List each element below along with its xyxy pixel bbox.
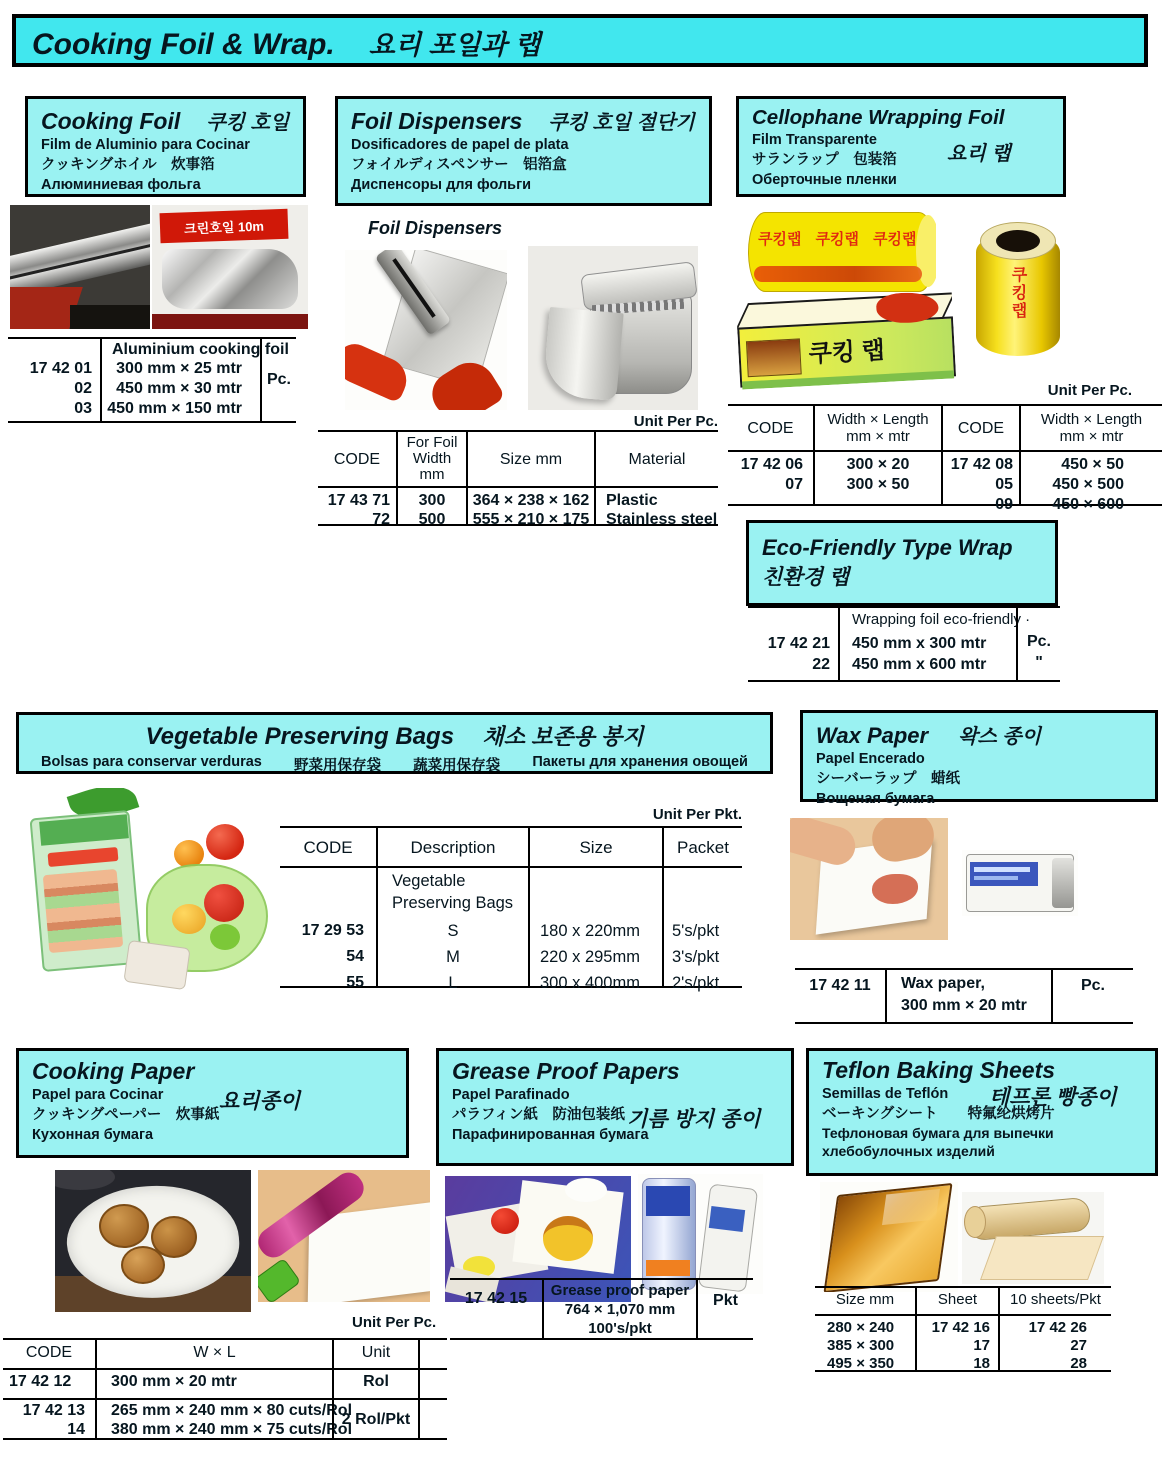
section-foil-dispensers-header — [335, 96, 712, 206]
col-header-wl-1: Width × Length — [1040, 411, 1143, 428]
code: 27 — [1070, 1337, 1087, 1354]
code: 17 42 08 — [950, 456, 1013, 473]
grease-code-column — [450, 1280, 542, 1338]
grease-unit-column — [696, 1280, 753, 1338]
cellophane-photo-roll-vertical — [972, 220, 1064, 358]
cooking-foil-title: Cooking Foil — [41, 108, 181, 134]
cell-size-right-column — [1019, 406, 1162, 513]
cp-unit-column — [332, 1340, 418, 1438]
wax-title-korean: 왁스 종이 — [958, 726, 1041, 748]
col-header-packet: Packet — [677, 837, 729, 857]
wax-paper-photo-hands — [790, 818, 948, 940]
wl-value: 300 mm × 20 mtr — [111, 1373, 237, 1390]
teflon-title-korean: 테프론 빵종이 — [989, 1086, 1117, 1109]
grease-title-korean: 기름 방지 종이 — [627, 1108, 761, 1131]
teflon-photo-sheet — [820, 1182, 958, 1292]
fd-width-column — [396, 432, 466, 528]
col-header-pkt: 10 sheets/Pkt — [1010, 1291, 1101, 1308]
teflon-subtitle-ja: ベーキングシート — [822, 1106, 938, 1122]
cooking-foil-photo-roll — [10, 205, 150, 329]
cp-code-column — [3, 1340, 95, 1438]
cp-wl-column — [95, 1340, 353, 1438]
roll-brand-text: 쿠킹랩 — [815, 231, 859, 248]
section-grease-proof-header — [436, 1048, 794, 1166]
code: 09 — [995, 496, 1013, 513]
packet-value: 5's/pkt — [672, 922, 720, 940]
col-header-code: CODE — [303, 837, 353, 857]
eco-desc-column — [838, 608, 1031, 680]
veg-code-column — [280, 828, 376, 991]
cellophane-table — [728, 404, 1162, 513]
width-value: 300 — [418, 492, 446, 509]
col-header-width-1: For Foil — [406, 434, 458, 451]
teflon-title: Teflon Baking Sheets — [822, 1057, 1056, 1083]
code: 22 — [812, 656, 830, 673]
col-header-material: Material — [628, 450, 686, 468]
veg-title: Vegetable Preserving Bags — [145, 723, 455, 750]
eco-title: Eco-Friendly Type Wrap — [762, 535, 1013, 560]
roll-brand-text: 쿠킹랩 — [758, 231, 802, 248]
col-header-wl-1: Width × Length — [827, 411, 929, 428]
desc-line-3: 100's/pkt — [588, 1320, 652, 1337]
veg-bags-photo — [30, 788, 270, 994]
code: 55 — [346, 974, 364, 991]
code: 17 42 21 — [767, 635, 830, 652]
col-header-code: CODE — [747, 419, 794, 437]
size-value: 180 x 220mm — [540, 922, 640, 940]
cooking-paper-table — [3, 1338, 447, 1440]
fd-material-column — [594, 432, 718, 528]
wax-paper-photo-box — [962, 850, 1078, 916]
unit: Pkt — [713, 1292, 738, 1309]
teflon-table — [815, 1286, 1111, 1372]
cellophane-title-korean: 요리 랩 — [947, 143, 1011, 165]
wax-title: Wax Paper — [816, 723, 929, 748]
col-header-wl: W × L — [193, 1344, 236, 1361]
cell-size-left-column — [813, 406, 941, 504]
cooking-foil-photo-box — [152, 205, 308, 329]
teflon-subtitle-ru-1: Тефлоновая бумага для выпечки — [822, 1125, 1054, 1141]
desc-line-2: 300 mm × 20 mtr — [901, 997, 1027, 1014]
teflon-subtitle-es: Semillas de Teflón — [822, 1086, 949, 1102]
code: 17 42 11 — [809, 977, 871, 994]
eco-title-korean: 친환경 랩 — [762, 566, 849, 589]
size: 450 mm x 600 mtr — [852, 656, 987, 673]
col-header-code: CODE — [957, 419, 1005, 437]
veg-unit-note: Unit Per Pkt. — [652, 806, 742, 823]
teflon-pkt-column — [998, 1288, 1111, 1370]
size-value: 280 × 240 — [827, 1319, 895, 1336]
cooking-paper-subtitle-ru: Кухонная бумага — [32, 1127, 154, 1143]
fd-size-column — [466, 432, 594, 528]
section-veg-bags-header — [16, 712, 773, 774]
unit: 2 Rol/Pkt — [341, 1411, 411, 1428]
section-eco-wrap-header — [746, 520, 1058, 606]
unit: Rol — [363, 1373, 389, 1390]
col-header-size: Size mm — [499, 450, 563, 468]
col-header-code: CODE — [25, 1344, 73, 1361]
size: 450 mm × 150 mtr — [107, 400, 242, 417]
size-value: 364 × 238 × 162 — [472, 492, 590, 509]
cooking-foil-title-korean: 쿠킹 호일 — [206, 112, 290, 134]
foil-dispenser-photo-machine — [528, 246, 698, 410]
foil-dispenser-photo-handheld — [345, 250, 507, 410]
veg-bags-table — [280, 826, 742, 992]
grease-desc-column — [542, 1280, 696, 1338]
col-header-size: Size — [579, 837, 613, 857]
code: 03 — [74, 400, 92, 417]
cooking-paper-photo-plate — [55, 1170, 251, 1312]
packet-value: 3's/pkt — [672, 948, 720, 966]
size-letter: L — [448, 974, 458, 992]
desc-heading: Wrapping foil eco-friendly · — [852, 611, 1031, 628]
section-cooking-foil-header — [25, 96, 306, 197]
unit: Pc. — [266, 371, 291, 388]
foil-dispensers-title-korean: 쿠킹 호일 절단기 — [548, 112, 695, 134]
width-value: 500 — [418, 511, 446, 528]
roll-brand-text: 쿠킹랩 — [872, 231, 917, 248]
code: 17 42 16 — [931, 1319, 990, 1336]
size-value: 300 × 20 — [846, 456, 910, 473]
code: 54 — [346, 948, 364, 965]
desc-line-1: Grease proof paper — [550, 1282, 690, 1299]
cell-code-right-column — [941, 406, 1019, 513]
veg-subtitle-zh: 蔬菜用保存袋 — [413, 758, 501, 774]
roll-vertical-brand-text: 쿠킹랩 — [1009, 266, 1026, 320]
cooking-foil-box-label: 크린호일 10m — [160, 209, 289, 243]
code: 17 42 01 — [29, 360, 92, 377]
col-header-wl-2: mm × mtr — [1059, 428, 1124, 445]
teflon-subtitle-ru-2: хлебобулочных изделий — [822, 1143, 995, 1159]
size: 450 mm x 300 mtr — [852, 635, 987, 652]
page-banner — [12, 14, 1148, 67]
col-header-size: Size mm — [835, 1291, 895, 1308]
cellophane-photo-box — [736, 290, 956, 389]
unit-ditto: " — [1035, 654, 1043, 671]
wl-value: 380 mm × 240 mm × 75 cuts/Rol — [111, 1421, 353, 1438]
cooking-paper-unit-note: Unit Per Pc. — [352, 1314, 437, 1331]
size: 450 mm × 30 mtr — [116, 380, 242, 397]
veg-packet-column — [662, 828, 742, 992]
size-value: 300 × 50 — [846, 476, 910, 493]
section-teflon-header — [806, 1048, 1158, 1176]
size-value: 450 × 50 — [1061, 456, 1124, 473]
fd-code-column — [318, 432, 396, 528]
wax-subtitle-ru: Вощеная бумага — [816, 791, 935, 807]
teflon-subtitle-zh: 特氟纶烘烤片 — [967, 1106, 1055, 1122]
cp-clipped-column — [418, 1340, 447, 1438]
cooking-paper-title: Cooking Paper — [32, 1058, 195, 1084]
cellophane-subtitle-ja: サランラップ 包装箔 — [752, 152, 897, 168]
foil-dispensers-table — [318, 430, 718, 526]
foil-dispensers-caption: Foil Dispensers — [368, 218, 503, 238]
cooking-foil-table — [8, 337, 296, 423]
grease-title: Grease Proof Papers — [452, 1058, 680, 1084]
desc-heading: Aluminium cooking foil — [112, 341, 289, 358]
code: 17 42 06 — [740, 456, 803, 473]
foil-dispensers-unit-note: Unit Per Pc. — [633, 413, 718, 430]
eco-wrap-table — [748, 606, 1060, 682]
material-value: Plastic — [606, 492, 658, 509]
teflon-sheet-column — [915, 1288, 998, 1370]
size-value: 385 × 300 — [827, 1337, 895, 1354]
wax-desc-column — [885, 970, 1051, 1022]
cellophane-subtitle-ru: Оберточные пленки — [752, 172, 897, 188]
col-header-sheet: Sheet — [937, 1291, 978, 1308]
desc-line-1: Wax paper, — [901, 975, 985, 992]
foil-dispensers-subtitle-ru: Диспенсоры для фольги — [351, 177, 532, 193]
grease-subtitle-ru: Парафинированная бумага — [452, 1127, 649, 1143]
code: 17 43 71 — [327, 492, 390, 509]
desc-heading-1: Vegetable — [392, 872, 466, 890]
page-title: Cooking Foil & Wrap. — [32, 28, 335, 61]
size-value: 450 × 500 — [1052, 476, 1124, 493]
code: 17 42 15 — [464, 1290, 528, 1307]
code: 05 — [995, 476, 1013, 493]
material-value: Stainless steel — [606, 511, 718, 528]
col-header-unit: Unit — [361, 1344, 391, 1361]
veg-title-korean: 채소 보존용 봉지 — [482, 724, 644, 749]
size-value: 450 × 600 — [1052, 496, 1124, 513]
veg-size-column — [528, 828, 662, 992]
wax-code-column — [795, 970, 885, 1022]
packet-value: 2's/pkt — [672, 974, 720, 992]
veg-subtitle-ja: 野菜用保存袋 — [294, 758, 381, 774]
veg-subtitle-ru: Пакеты для хранения овощей — [532, 754, 748, 770]
size-letter: M — [446, 948, 460, 966]
cooking-paper-title-korean: 요리종이 — [219, 1090, 301, 1113]
col-header-wl-2: mm × mtr — [846, 428, 910, 445]
cellophane-photo-roll-horizontal — [748, 212, 936, 292]
page-title-korean: 요리 포일과 랩 — [368, 30, 541, 60]
veg-desc-column — [376, 828, 528, 992]
cell-code-left-column — [728, 406, 813, 504]
cooking-foil-unit-column — [262, 339, 296, 421]
foil-dispensers-subtitle-es: Dosificadores de papel de plata — [351, 137, 569, 153]
grease-proof-photo-rolls — [638, 1174, 763, 1294]
cellophane-title: Cellophane Wrapping Foil — [752, 106, 1005, 129]
veg-subtitle-es: Bolsas para conservar verduras — [41, 754, 262, 770]
grease-subtitle-es: Papel Parafinado — [452, 1087, 570, 1103]
foil-dispensers-subtitle-ja: フォイルディスペンサー 铝箔盒 — [351, 157, 567, 173]
eco-code-column — [748, 608, 838, 680]
teflon-size-column — [815, 1288, 915, 1370]
code: 17 42 12 — [9, 1373, 72, 1390]
cellophane-unit-note: Unit Per Pc. — [1047, 382, 1132, 399]
code: 17 — [973, 1337, 990, 1354]
wax-subtitle-ja: シーバーラップ 蜡纸 — [816, 771, 960, 787]
code: 17 42 13 — [22, 1402, 85, 1419]
code: 02 — [74, 380, 92, 397]
col-header-width-3: mm — [419, 466, 445, 483]
teflon-photo-roll — [962, 1192, 1104, 1284]
wax-unit-column — [1051, 970, 1133, 1022]
unit: Pc. — [1080, 977, 1105, 994]
col-header-width-2: Width — [412, 450, 452, 467]
cooking-paper-subtitle-ja: クッキングペーパー 炊事紙 — [32, 1107, 220, 1123]
cellophane-subtitle-es: Film Transparente — [752, 132, 877, 148]
wax-paper-table — [795, 968, 1133, 1024]
foil-dispensers-title: Foil Dispensers — [351, 108, 523, 134]
box-brand-text: 쿠킹 랩 — [807, 337, 886, 368]
section-cellophane-header — [736, 96, 1066, 197]
grease-subtitle-ja: パラフィン紙 防油包装纸 — [452, 1107, 625, 1123]
code: 72 — [372, 511, 390, 528]
size-value: 495 × 350 — [827, 1355, 895, 1372]
wl-value: 265 mm × 240 mm × 80 cuts/Rol — [111, 1402, 353, 1419]
section-wax-paper-header — [800, 710, 1158, 807]
unit: Pc. — [1026, 633, 1051, 650]
cooking-foil-subtitle-ja: クッキングホイル 炊事箔 — [41, 157, 215, 173]
size-value: 300 x 400mm — [540, 974, 640, 992]
cooking-foil-subtitle-es: Film de Aluminio para Cocinar — [41, 137, 250, 153]
code: 17 42 26 — [1028, 1319, 1087, 1336]
cooking-foil-code-column — [8, 339, 100, 421]
cooking-foil-subtitle-ru: Алюминиевая фольга — [41, 177, 201, 193]
code: 17 29 53 — [301, 922, 364, 939]
code: 28 — [1070, 1355, 1087, 1372]
wax-subtitle-es: Papel Encerado — [816, 751, 925, 767]
eco-unit-column — [1016, 608, 1060, 680]
desc-line-2: 764 × 1,070 mm — [564, 1301, 676, 1318]
size-value: 555 × 210 × 175 — [472, 511, 590, 528]
size-value: 220 x 295mm — [540, 948, 640, 966]
col-header-code: CODE — [333, 450, 381, 468]
section-cooking-paper-header — [16, 1048, 409, 1158]
code: 07 — [785, 476, 803, 493]
size-letter: S — [447, 922, 459, 940]
code: 18 — [973, 1355, 990, 1372]
size: 300 mm × 25 mtr — [116, 360, 242, 377]
col-header-description: Description — [410, 837, 496, 857]
code: 14 — [67, 1421, 85, 1438]
cooking-paper-photo-roll — [258, 1170, 430, 1302]
grease-proof-table — [450, 1278, 753, 1340]
desc-heading-2: Preserving Bags — [392, 894, 514, 912]
cooking-paper-subtitle-es: Papel para Cocinar — [32, 1087, 164, 1103]
